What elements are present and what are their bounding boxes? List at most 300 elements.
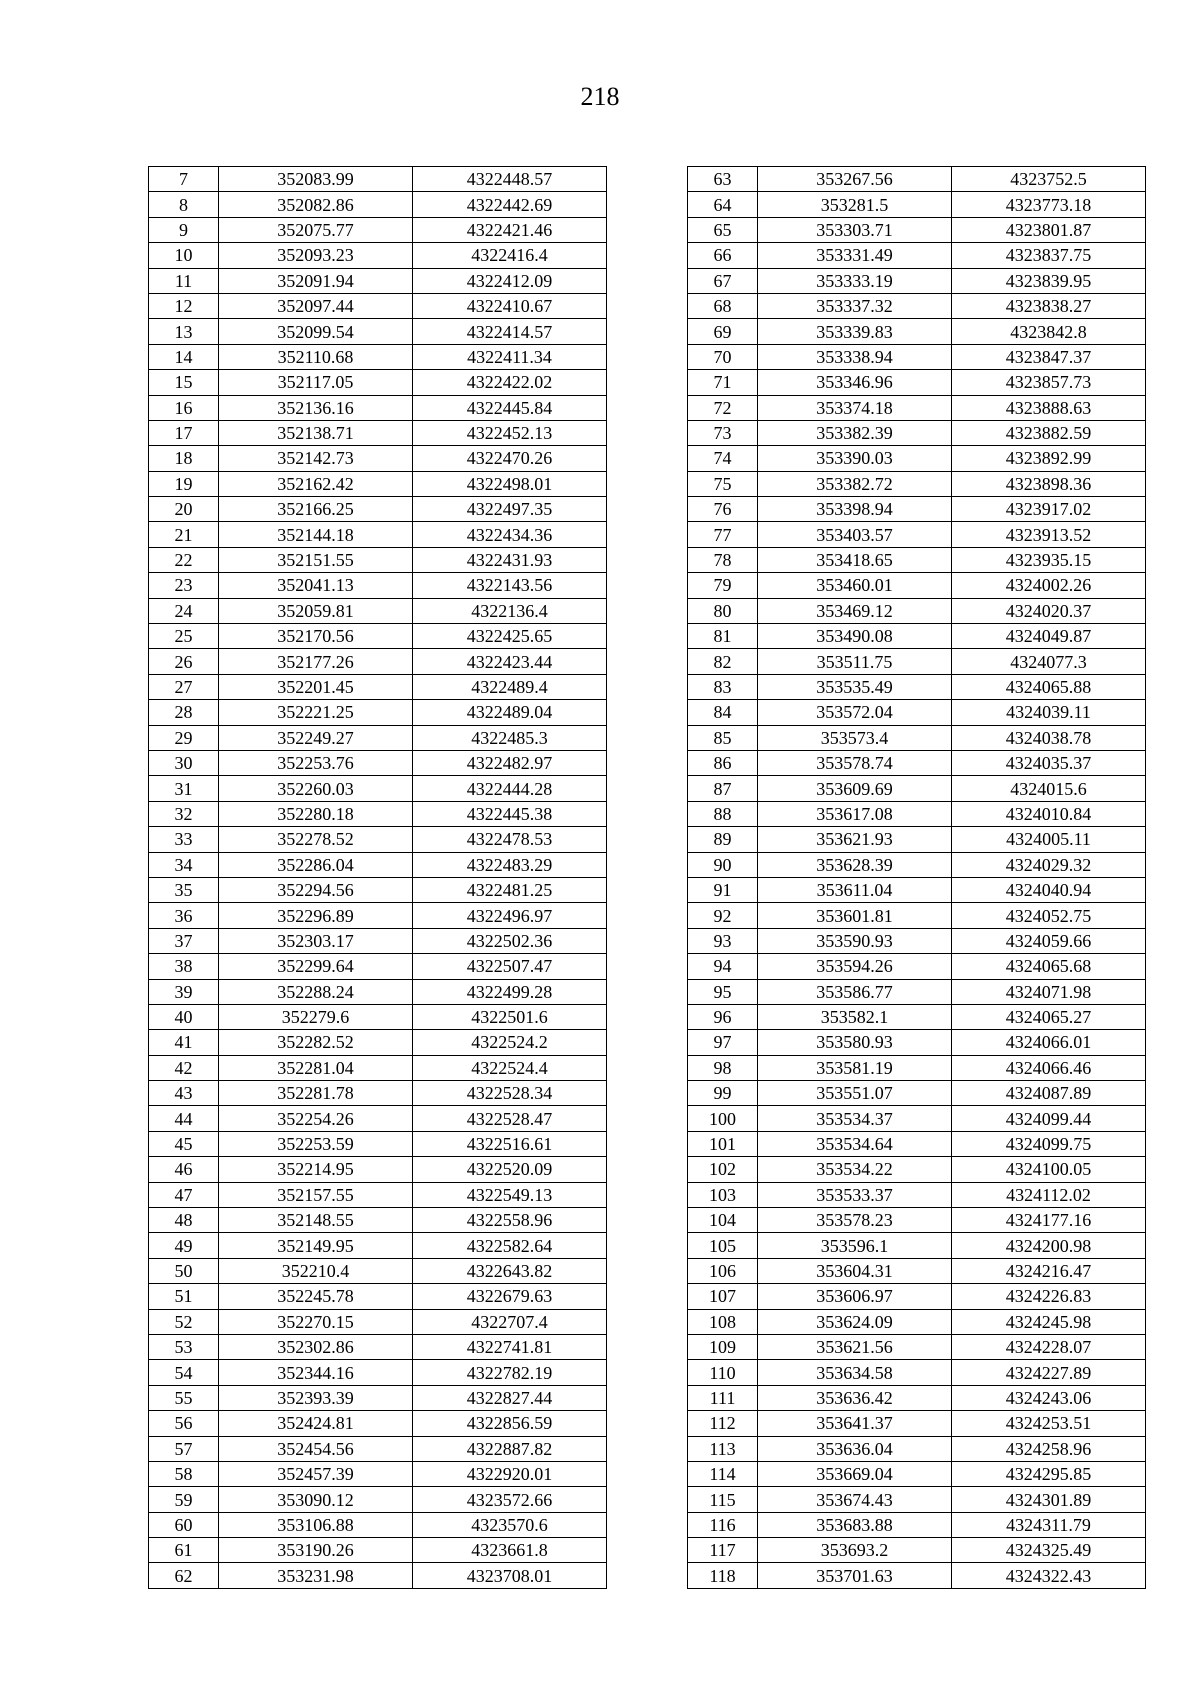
y-coordinate-cell: 4322507.47	[413, 954, 607, 979]
table-row	[688, 1055, 1146, 1080]
x-coordinate-cell: 353106.88	[219, 1512, 413, 1537]
table-row	[688, 1030, 1146, 1055]
x-coordinate-cell: 353374.18	[758, 395, 952, 420]
point-number-cell: 112	[688, 1411, 758, 1436]
y-coordinate-cell: 4323570.6	[413, 1512, 607, 1537]
table-row	[688, 1081, 1146, 1106]
table-row	[688, 1208, 1146, 1233]
x-coordinate-cell: 352286.04	[219, 852, 413, 877]
y-coordinate-cell: 4324029.32	[952, 852, 1146, 877]
table-row	[688, 903, 1146, 928]
table-row	[149, 750, 607, 775]
table-row	[688, 801, 1146, 826]
y-coordinate-cell: 4322444.28	[413, 776, 607, 801]
x-coordinate-cell: 353606.97	[758, 1284, 952, 1309]
x-coordinate-cell: 353390.03	[758, 446, 952, 471]
y-coordinate-cell: 4323917.02	[952, 497, 1146, 522]
x-coordinate-cell: 353346.96	[758, 370, 952, 395]
point-number-cell: 77	[688, 522, 758, 547]
table-row	[688, 725, 1146, 750]
x-coordinate-cell: 352254.26	[219, 1106, 413, 1131]
x-coordinate-cell: 353572.04	[758, 700, 952, 725]
x-coordinate-cell: 352281.78	[219, 1081, 413, 1106]
point-number-cell: 66	[688, 243, 758, 268]
y-coordinate-cell: 4322582.64	[413, 1233, 607, 1258]
point-number-cell: 10	[149, 243, 219, 268]
table-row	[688, 1487, 1146, 1512]
y-coordinate-cell: 4322452.13	[413, 420, 607, 445]
y-coordinate-cell: 4324015.6	[952, 776, 1146, 801]
table-row	[149, 954, 607, 979]
table-row	[149, 801, 607, 826]
point-number-cell: 11	[149, 268, 219, 293]
point-number-cell: 49	[149, 1233, 219, 1258]
x-coordinate-cell: 353582.1	[758, 1004, 952, 1029]
x-coordinate-cell: 352148.55	[219, 1208, 413, 1233]
y-coordinate-cell: 4322856.59	[413, 1411, 607, 1436]
x-coordinate-cell: 353337.32	[758, 293, 952, 318]
point-number-cell: 111	[688, 1385, 758, 1410]
point-number-cell: 118	[688, 1563, 758, 1588]
x-coordinate-cell: 353636.04	[758, 1436, 952, 1461]
y-coordinate-cell: 4322445.38	[413, 801, 607, 826]
table-row	[688, 497, 1146, 522]
coordinate-table-left	[148, 166, 607, 1589]
point-number-cell: 19	[149, 471, 219, 496]
table-row	[149, 1208, 607, 1233]
table-row	[149, 1334, 607, 1359]
table-row	[149, 573, 607, 598]
point-number-cell: 33	[149, 827, 219, 852]
point-number-cell: 39	[149, 979, 219, 1004]
table-row	[688, 1182, 1146, 1207]
y-coordinate-cell: 4324325.49	[952, 1538, 1146, 1563]
table-row	[688, 750, 1146, 775]
y-coordinate-cell: 4322445.84	[413, 395, 607, 420]
y-coordinate-cell: 4322431.93	[413, 547, 607, 572]
point-number-cell: 44	[149, 1106, 219, 1131]
point-number-cell: 70	[688, 344, 758, 369]
x-coordinate-cell: 353382.72	[758, 471, 952, 496]
x-coordinate-cell: 352149.95	[219, 1233, 413, 1258]
y-coordinate-cell: 4322528.34	[413, 1081, 607, 1106]
table-row	[688, 674, 1146, 699]
x-coordinate-cell: 353469.12	[758, 598, 952, 623]
y-coordinate-cell: 4324065.27	[952, 1004, 1146, 1029]
table-row	[688, 1106, 1146, 1131]
point-number-cell: 89	[688, 827, 758, 852]
x-coordinate-cell: 352393.39	[219, 1385, 413, 1410]
point-number-cell: 40	[149, 1004, 219, 1029]
x-coordinate-cell: 353281.5	[758, 192, 952, 217]
y-coordinate-cell: 4323935.15	[952, 547, 1146, 572]
table-row	[149, 420, 607, 445]
y-coordinate-cell: 4324295.85	[952, 1461, 1146, 1486]
point-number-cell: 86	[688, 750, 758, 775]
y-coordinate-cell: 4322489.04	[413, 700, 607, 725]
y-coordinate-cell: 4322549.13	[413, 1182, 607, 1207]
x-coordinate-cell: 352303.17	[219, 928, 413, 953]
point-number-cell: 55	[149, 1385, 219, 1410]
y-coordinate-cell: 4324301.89	[952, 1487, 1146, 1512]
table-row	[149, 192, 607, 217]
y-coordinate-cell: 4324099.44	[952, 1106, 1146, 1131]
x-coordinate-cell: 353604.31	[758, 1258, 952, 1283]
table-row	[149, 522, 607, 547]
table-row	[149, 928, 607, 953]
y-coordinate-cell: 4322416.4	[413, 243, 607, 268]
table-row	[688, 827, 1146, 852]
table-row	[149, 1461, 607, 1486]
x-coordinate-cell: 353338.94	[758, 344, 952, 369]
table-row	[149, 1055, 607, 1080]
x-coordinate-cell: 352170.56	[219, 624, 413, 649]
table-row	[688, 547, 1146, 572]
point-number-cell: 93	[688, 928, 758, 953]
y-coordinate-cell: 4322528.47	[413, 1106, 607, 1131]
table-row	[688, 1157, 1146, 1182]
point-number-cell: 107	[688, 1284, 758, 1309]
table-row	[149, 268, 607, 293]
y-coordinate-cell: 4322412.09	[413, 268, 607, 293]
table-row	[688, 649, 1146, 674]
table-row	[688, 293, 1146, 318]
point-number-cell: 12	[149, 293, 219, 318]
y-coordinate-cell: 4324065.88	[952, 674, 1146, 699]
y-coordinate-cell: 4324077.3	[952, 649, 1146, 674]
y-coordinate-cell: 4324002.26	[952, 573, 1146, 598]
point-number-cell: 76	[688, 497, 758, 522]
x-coordinate-cell: 353090.12	[219, 1487, 413, 1512]
table-row	[688, 1563, 1146, 1588]
table-row	[149, 1411, 607, 1436]
table-row	[149, 1385, 607, 1410]
point-number-cell: 99	[688, 1081, 758, 1106]
point-number-cell: 35	[149, 877, 219, 902]
x-coordinate-cell: 353534.37	[758, 1106, 952, 1131]
y-coordinate-cell: 4322516.61	[413, 1131, 607, 1156]
x-coordinate-cell: 353594.26	[758, 954, 952, 979]
y-coordinate-cell: 4324010.84	[952, 801, 1146, 826]
y-coordinate-cell: 4324065.68	[952, 954, 1146, 979]
x-coordinate-cell: 352210.4	[219, 1258, 413, 1283]
y-coordinate-cell: 4324071.98	[952, 979, 1146, 1004]
table-row	[149, 1512, 607, 1537]
x-coordinate-cell: 352249.27	[219, 725, 413, 750]
table-row	[688, 1360, 1146, 1385]
table-row	[688, 1461, 1146, 1486]
x-coordinate-cell: 352075.77	[219, 217, 413, 242]
table-row	[688, 928, 1146, 953]
table-row	[149, 167, 607, 192]
point-number-cell: 53	[149, 1334, 219, 1359]
y-coordinate-cell: 4324245.98	[952, 1309, 1146, 1334]
x-coordinate-cell: 353580.93	[758, 1030, 952, 1055]
x-coordinate-cell: 353601.81	[758, 903, 952, 928]
table-row	[149, 344, 607, 369]
y-coordinate-cell: 4323857.73	[952, 370, 1146, 395]
point-number-cell: 96	[688, 1004, 758, 1029]
table-row	[688, 573, 1146, 598]
x-coordinate-cell: 353490.08	[758, 624, 952, 649]
table-row	[149, 243, 607, 268]
point-number-cell: 51	[149, 1284, 219, 1309]
x-coordinate-cell: 353581.19	[758, 1055, 952, 1080]
x-coordinate-cell: 352260.03	[219, 776, 413, 801]
point-number-cell: 101	[688, 1131, 758, 1156]
table-row	[149, 903, 607, 928]
y-coordinate-cell: 4324258.96	[952, 1436, 1146, 1461]
y-coordinate-cell: 4322410.67	[413, 293, 607, 318]
x-coordinate-cell: 353303.71	[758, 217, 952, 242]
x-coordinate-cell: 353611.04	[758, 877, 952, 902]
point-number-cell: 106	[688, 1258, 758, 1283]
x-coordinate-cell: 353624.09	[758, 1309, 952, 1334]
x-coordinate-cell: 353683.88	[758, 1512, 952, 1537]
table-row	[688, 1284, 1146, 1309]
table-row	[149, 1309, 607, 1334]
y-coordinate-cell: 4322643.82	[413, 1258, 607, 1283]
point-number-cell: 36	[149, 903, 219, 928]
y-coordinate-cell: 4324038.78	[952, 725, 1146, 750]
x-coordinate-cell: 353701.63	[758, 1563, 952, 1588]
table-row	[688, 167, 1146, 192]
y-coordinate-cell: 4322448.57	[413, 167, 607, 192]
y-coordinate-cell: 4322482.97	[413, 750, 607, 775]
x-coordinate-cell: 352221.25	[219, 700, 413, 725]
point-number-cell: 32	[149, 801, 219, 826]
x-coordinate-cell: 353511.75	[758, 649, 952, 674]
table-row	[688, 1334, 1146, 1359]
y-coordinate-cell: 4324059.66	[952, 928, 1146, 953]
point-number-cell: 63	[688, 167, 758, 192]
x-coordinate-cell: 352091.94	[219, 268, 413, 293]
point-number-cell: 37	[149, 928, 219, 953]
table-row	[149, 1360, 607, 1385]
y-coordinate-cell: 4322481.25	[413, 877, 607, 902]
point-number-cell: 90	[688, 852, 758, 877]
table-row	[149, 1284, 607, 1309]
point-number-cell: 23	[149, 573, 219, 598]
point-number-cell: 47	[149, 1182, 219, 1207]
point-number-cell: 117	[688, 1538, 758, 1563]
table-row	[149, 649, 607, 674]
y-coordinate-cell: 4322827.44	[413, 1385, 607, 1410]
point-number-cell: 74	[688, 446, 758, 471]
point-number-cell: 65	[688, 217, 758, 242]
table-row	[688, 1131, 1146, 1156]
x-coordinate-cell: 353190.26	[219, 1538, 413, 1563]
table-row	[149, 1436, 607, 1461]
table-row	[688, 522, 1146, 547]
point-number-cell: 13	[149, 319, 219, 344]
table-row	[688, 344, 1146, 369]
x-coordinate-cell: 352151.55	[219, 547, 413, 572]
x-coordinate-cell: 352454.56	[219, 1436, 413, 1461]
x-coordinate-cell: 352245.78	[219, 1284, 413, 1309]
x-coordinate-cell: 352299.64	[219, 954, 413, 979]
point-number-cell: 42	[149, 1055, 219, 1080]
y-coordinate-cell: 4324099.75	[952, 1131, 1146, 1156]
y-coordinate-cell: 4324311.79	[952, 1512, 1146, 1537]
x-coordinate-cell: 352082.86	[219, 192, 413, 217]
y-coordinate-cell: 4322483.29	[413, 852, 607, 877]
table-row	[688, 1436, 1146, 1461]
point-number-cell: 98	[688, 1055, 758, 1080]
point-number-cell: 9	[149, 217, 219, 242]
x-coordinate-cell: 352214.95	[219, 1157, 413, 1182]
point-number-cell: 41	[149, 1030, 219, 1055]
point-number-cell: 71	[688, 370, 758, 395]
table-row	[149, 1233, 607, 1258]
y-coordinate-cell: 4322489.4	[413, 674, 607, 699]
point-number-cell: 115	[688, 1487, 758, 1512]
y-coordinate-cell: 4322782.19	[413, 1360, 607, 1385]
point-number-cell: 102	[688, 1157, 758, 1182]
x-coordinate-cell: 353333.19	[758, 268, 952, 293]
table-row	[688, 1258, 1146, 1283]
y-coordinate-cell: 4322442.69	[413, 192, 607, 217]
point-number-cell: 97	[688, 1030, 758, 1055]
point-number-cell: 30	[149, 750, 219, 775]
x-coordinate-cell: 352270.15	[219, 1309, 413, 1334]
point-number-cell: 81	[688, 624, 758, 649]
point-number-cell: 50	[149, 1258, 219, 1283]
table-body	[149, 167, 607, 1589]
x-coordinate-cell: 352110.68	[219, 344, 413, 369]
point-number-cell: 57	[149, 1436, 219, 1461]
y-coordinate-cell: 4324087.89	[952, 1081, 1146, 1106]
x-coordinate-cell: 353339.83	[758, 319, 952, 344]
point-number-cell: 25	[149, 624, 219, 649]
y-coordinate-cell: 4324020.37	[952, 598, 1146, 623]
point-number-cell: 100	[688, 1106, 758, 1131]
point-number-cell: 108	[688, 1309, 758, 1334]
x-coordinate-cell: 352041.13	[219, 573, 413, 598]
point-number-cell: 114	[688, 1461, 758, 1486]
table-row	[688, 1385, 1146, 1410]
x-coordinate-cell: 353535.49	[758, 674, 952, 699]
x-coordinate-cell: 352099.54	[219, 319, 413, 344]
x-coordinate-cell: 352162.42	[219, 471, 413, 496]
table-row	[688, 192, 1146, 217]
x-coordinate-cell: 353634.58	[758, 1360, 952, 1385]
point-number-cell: 27	[149, 674, 219, 699]
x-coordinate-cell: 353669.04	[758, 1461, 952, 1486]
table-row	[149, 877, 607, 902]
y-coordinate-cell: 4323838.27	[952, 293, 1146, 318]
table-row	[688, 471, 1146, 496]
point-number-cell: 18	[149, 446, 219, 471]
point-number-cell: 95	[688, 979, 758, 1004]
y-coordinate-cell: 4324177.16	[952, 1208, 1146, 1233]
point-number-cell: 79	[688, 573, 758, 598]
y-coordinate-cell: 4323752.5	[952, 167, 1146, 192]
y-coordinate-cell: 4322136.4	[413, 598, 607, 623]
point-number-cell: 21	[149, 522, 219, 547]
table-row	[149, 1030, 607, 1055]
table-row	[688, 877, 1146, 902]
y-coordinate-cell: 4323661.8	[413, 1538, 607, 1563]
y-coordinate-cell: 4323837.75	[952, 243, 1146, 268]
table-row	[688, 420, 1146, 445]
y-coordinate-cell: 4324005.11	[952, 827, 1146, 852]
table-row	[688, 1512, 1146, 1537]
point-number-cell: 88	[688, 801, 758, 826]
x-coordinate-cell: 352282.52	[219, 1030, 413, 1055]
y-coordinate-cell: 4322741.81	[413, 1334, 607, 1359]
x-coordinate-cell: 352059.81	[219, 598, 413, 623]
y-coordinate-cell: 4322496.97	[413, 903, 607, 928]
table-row	[688, 852, 1146, 877]
table-row	[149, 1487, 607, 1512]
x-coordinate-cell: 352177.26	[219, 649, 413, 674]
x-coordinate-cell: 352117.05	[219, 370, 413, 395]
table-row	[688, 268, 1146, 293]
table-row	[149, 395, 607, 420]
coordinate-table-right	[687, 166, 1146, 1589]
x-coordinate-cell: 353534.22	[758, 1157, 952, 1182]
x-coordinate-cell: 352136.16	[219, 395, 413, 420]
point-number-cell: 43	[149, 1081, 219, 1106]
y-coordinate-cell: 4324049.87	[952, 624, 1146, 649]
y-coordinate-cell: 4322497.35	[413, 497, 607, 522]
table-row	[149, 827, 607, 852]
table-row	[688, 446, 1146, 471]
point-number-cell: 20	[149, 497, 219, 522]
point-number-cell: 59	[149, 1487, 219, 1512]
table-row	[688, 395, 1146, 420]
table-row	[149, 1081, 607, 1106]
point-number-cell: 83	[688, 674, 758, 699]
y-coordinate-cell: 4323847.37	[952, 344, 1146, 369]
table-row	[688, 1004, 1146, 1029]
point-number-cell: 109	[688, 1334, 758, 1359]
table-row	[149, 1131, 607, 1156]
x-coordinate-cell: 353551.07	[758, 1081, 952, 1106]
point-number-cell: 64	[688, 192, 758, 217]
table-row	[688, 1538, 1146, 1563]
point-number-cell: 29	[149, 725, 219, 750]
point-number-cell: 31	[149, 776, 219, 801]
y-coordinate-cell: 4324052.75	[952, 903, 1146, 928]
y-coordinate-cell: 4324243.06	[952, 1385, 1146, 1410]
y-coordinate-cell: 4324322.43	[952, 1563, 1146, 1588]
x-coordinate-cell: 353331.49	[758, 243, 952, 268]
point-number-cell: 75	[688, 471, 758, 496]
y-coordinate-cell: 4322425.65	[413, 624, 607, 649]
table-row	[149, 1538, 607, 1563]
x-coordinate-cell: 353403.57	[758, 522, 952, 547]
x-coordinate-cell: 353578.23	[758, 1208, 952, 1233]
point-number-cell: 80	[688, 598, 758, 623]
table-row	[149, 1563, 607, 1588]
y-coordinate-cell: 4323913.52	[952, 522, 1146, 547]
y-coordinate-cell: 4324040.94	[952, 877, 1146, 902]
point-number-cell: 82	[688, 649, 758, 674]
table-row	[149, 852, 607, 877]
y-coordinate-cell: 4322485.3	[413, 725, 607, 750]
x-coordinate-cell: 352278.52	[219, 827, 413, 852]
point-number-cell: 48	[149, 1208, 219, 1233]
y-coordinate-cell: 4324039.11	[952, 700, 1146, 725]
table-row	[149, 293, 607, 318]
point-number-cell: 16	[149, 395, 219, 420]
table-row	[149, 370, 607, 395]
table-row	[149, 1258, 607, 1283]
point-number-cell: 28	[149, 700, 219, 725]
y-coordinate-cell: 4322679.63	[413, 1284, 607, 1309]
